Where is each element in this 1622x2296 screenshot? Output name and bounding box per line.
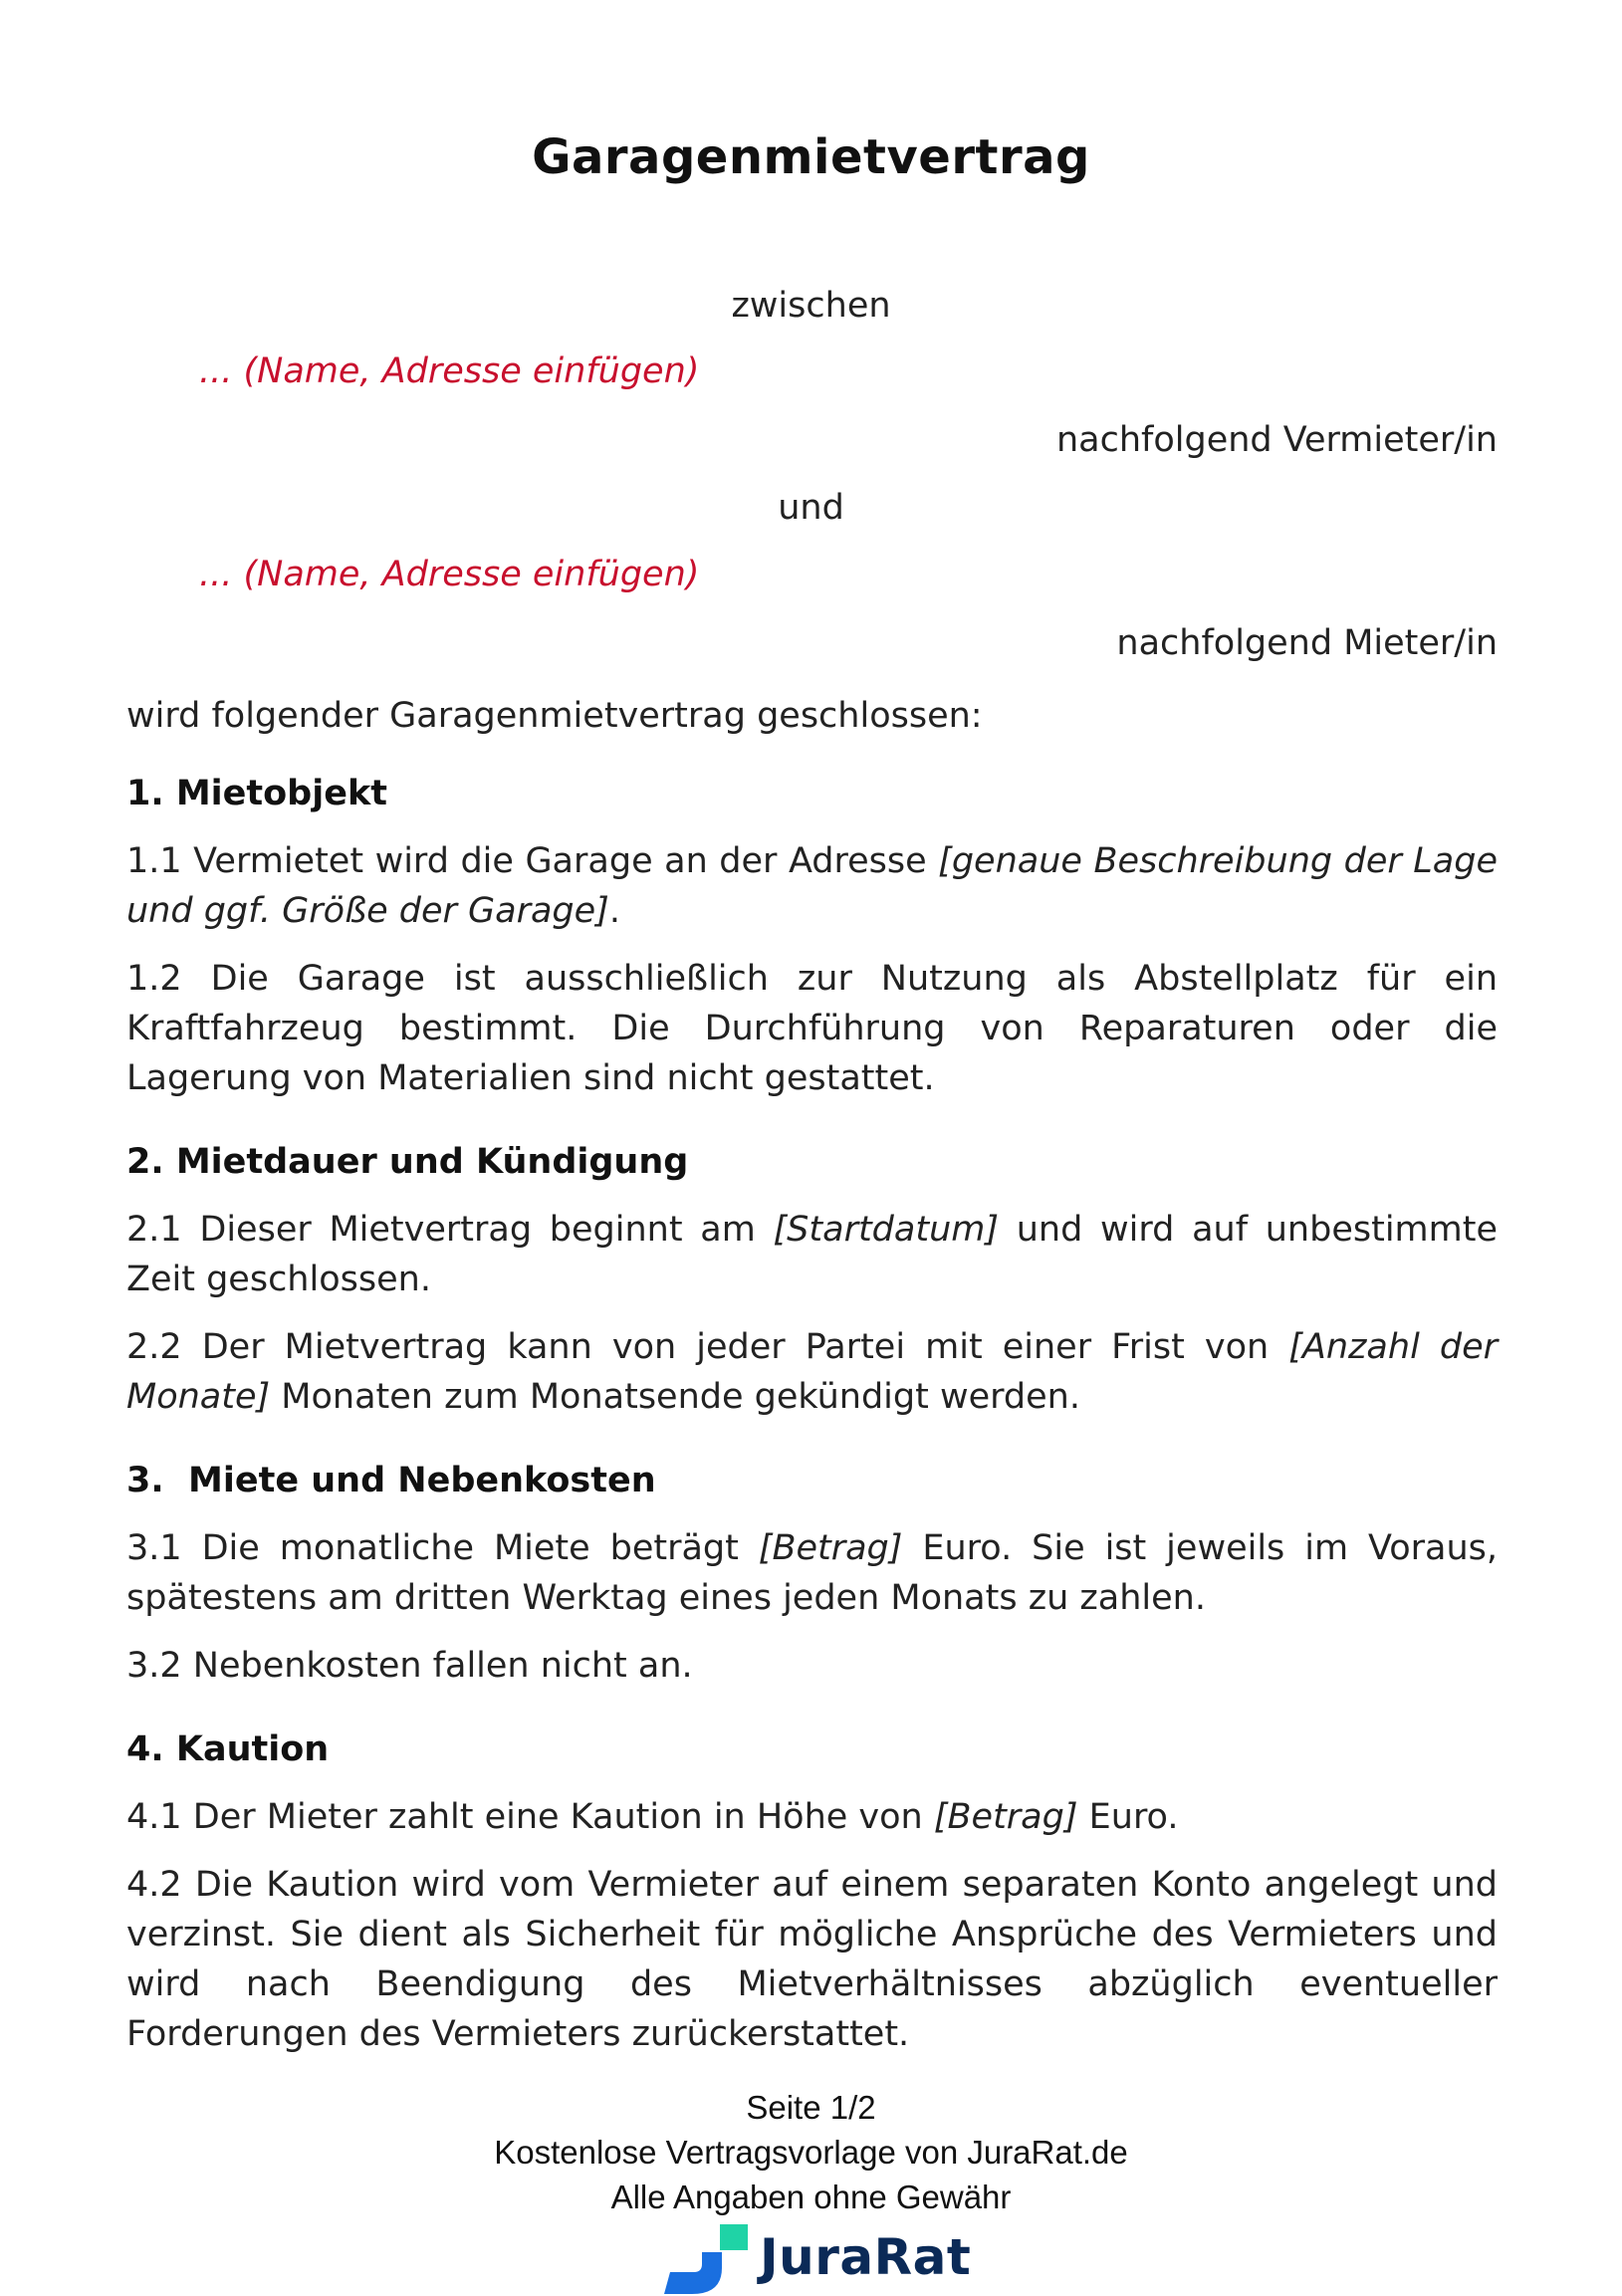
clause-text: 1.2 Die Garage ist ausschließlich zur Nutzung als Abstellplatz für ein Kraftfahrzeug bestimmt. Die Durchführung von Reparaturen oder die Lagerung von Materialien sind nicht gestattet. xyxy=(126,959,1498,1098)
clause-paragraph xyxy=(126,1523,1498,1623)
clause-paragraph xyxy=(126,1860,1498,2059)
jurarat-logo-icon xyxy=(662,2224,754,2296)
clause-text: 4.2 Die Kaution wird vom Vermieter auf einem separaten Konto angelegt und verzinst. Sie dient als Sicherheit für mögliche Ansprüche des Vermieters und wird nach Beendigung des Mietverhältnisses abzüglich eventueller Forderungen des Vermieters zurückerstattet. xyxy=(126,1865,1498,2054)
section-miete xyxy=(126,1456,1498,1691)
intro-text: wird folgender Garagenmietvertrag geschlossen: xyxy=(126,696,983,736)
placeholder-text: [Startdatum] xyxy=(773,1210,1000,1250)
clause-text: Euro. xyxy=(1077,1797,1179,1837)
placeholder-text: [Anzahl der Monate] xyxy=(126,1327,1498,1417)
section-kaution xyxy=(126,1724,1498,2059)
clause-paragraph xyxy=(126,954,1498,1103)
clause-text: 2.1 Dieser Mietvertrag beginnt am xyxy=(126,1210,774,1250)
clause-text: 2.2 Der Mietvertrag kann von jeder Partei mit einer Frist von xyxy=(126,1327,1289,1367)
clause-paragraph xyxy=(126,1322,1498,1422)
clause-text: 1.1 Vermietet wird die Garage an der Adresse xyxy=(126,841,939,881)
section-heading: 2. Mietdauer und Kündigung xyxy=(126,1142,689,1182)
party1-placeholder: ... (Name, Adresse einfügen) xyxy=(199,351,700,391)
party2-role: nachfolgend Mieter/in xyxy=(1116,623,1498,663)
clause-text: 3.1 Die monatliche Miete beträgt xyxy=(126,1528,759,1568)
placeholder-text: [Betrag] xyxy=(758,1528,903,1568)
section-heading: 1. Mietobjekt xyxy=(126,774,387,813)
document-title: Garagenmietvertrag xyxy=(532,129,1090,185)
clause-text: . xyxy=(608,891,620,931)
logo-text: JuraRat xyxy=(760,2228,972,2286)
clause-text: Euro. Sie ist jeweils im Voraus, spätestens am dritten Werktag eines jeden Monats zu zahlen. xyxy=(126,1528,1498,1618)
contract-body xyxy=(126,691,1498,2093)
between-label: zwischen xyxy=(731,286,891,326)
jurarat-logo xyxy=(662,2224,981,2296)
party1-role: nachfolgend Vermieter/in xyxy=(1055,420,1498,460)
section-mietdauer xyxy=(126,1137,1498,1422)
party2-placeholder: ... (Name, Adresse einfügen) xyxy=(199,555,700,594)
clause-paragraph xyxy=(126,1792,1498,1842)
placeholder-text: [Betrag] xyxy=(933,1797,1078,1837)
footer-disclaimer: Alle Angaben ohne Gewähr xyxy=(610,2179,1012,2215)
page-number: Seite 1/2 xyxy=(746,2089,876,2126)
clause-text: Monaten zum Monatsende gekündigt werden. xyxy=(270,1377,1080,1417)
clause-paragraph xyxy=(126,836,1498,936)
section-heading: 3. Miete und Nebenkosten xyxy=(126,1461,656,1500)
section-heading: 4. Kaution xyxy=(126,1729,330,1769)
clause-text: 4.1 Der Mieter zahlt eine Kaution in Höhe von xyxy=(126,1797,934,1837)
section-mietobjekt xyxy=(126,769,1498,1103)
clause-paragraph xyxy=(126,1641,1498,1691)
clause-paragraph xyxy=(126,1205,1498,1304)
and-label: und xyxy=(778,488,844,528)
clause-text: und wird auf unbestimmte Zeit geschlossen. xyxy=(126,1210,1498,1299)
clause-text: 3.2 Nebenkosten fallen nicht an. xyxy=(126,1646,693,1686)
placeholder-text: [genaue Beschreibung der Lage und ggf. Größe der Garage] xyxy=(126,841,1498,931)
footer-source: Kostenlose Vertragsvorlage von JuraRat.de xyxy=(494,2134,1128,2171)
